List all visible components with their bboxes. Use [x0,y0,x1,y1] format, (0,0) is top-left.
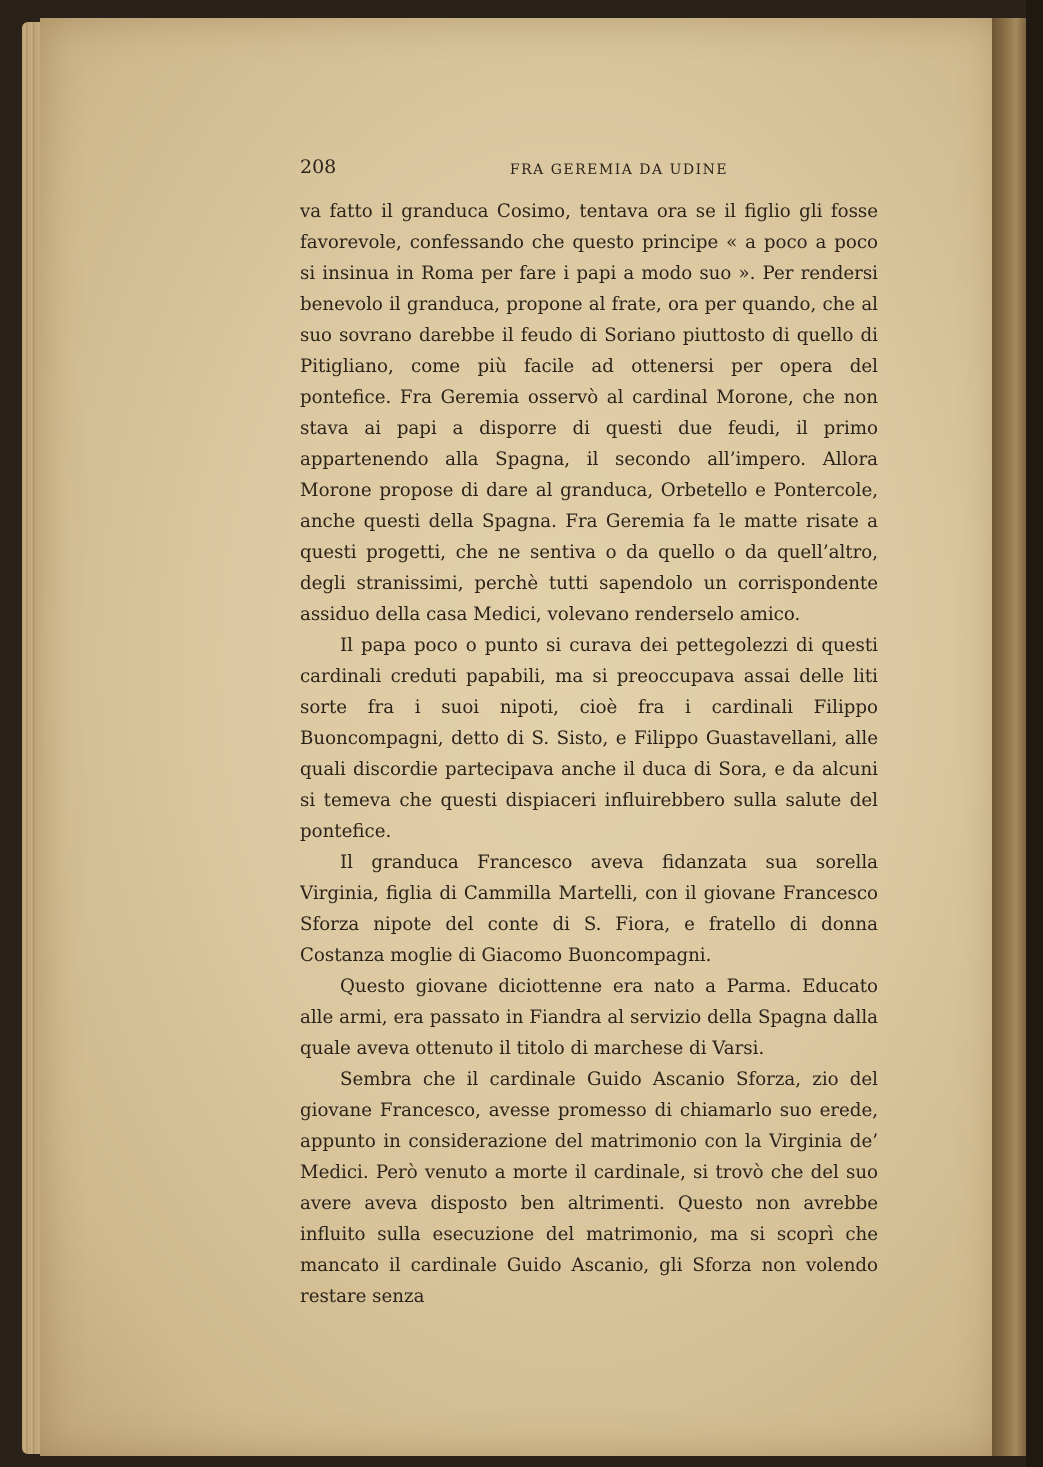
scan-border [1026,0,1043,1467]
running-title: FRA GEREMIA DA UDINE [509,162,729,178]
paragraph: Il granduca Francesco aveva fidanzata sua sorella Virginia, figlia di Cammilla Martelli, con il giovane Francesco Sforza nipote del conte di S. Fiora, e fratello di donna Costanza moglie di Giacomo Buoncompagni. [300,852,878,966]
paragraph: va fatto il granduca Cosimo, tentava ora se il figlio gli fosse favorevole, confessando che questo principe « a poco a poco si insinua in Roma per fare i papi a modo suo ». Per rendersi benevolo il granduca, propone al frate, ora per quando, che al suo sovrano darebbe il feudo di Soriano piuttosto di quello di Pitigliano, come più facile ad ottenersi per opera del pontefice. Fra Geremia osservò al cardinal Morone, che non stava ai papi a disporre di questi due feudi, il primo appartenendo alla Spagna, il secondo all’impero. Allora Morone propose di dare al granduca, Orbetello e Pontercole, anche questi della Spagna. Fra Geremia fa le matte risate a questi progetti, che ne sentiva o da quello o da quell’altro, degli stranissimi, perchè tutti sapendolo un corrispondente assiduo della casa Medici, volevano renderselo amico. [300,201,878,625]
page-header [300,156,878,186]
page-number: 208 [300,156,337,178]
paragraph: Il papa poco o punto si curava dei pettegolezzi di questi cardinali creduti papabili, ma si preoccupava assai delle liti sorte fra i suoi nipoti, cioè fra i cardinali Filippo Buoncompagni, detto di S. Sisto, e Filippo Guastavellani, alle quali discordie partecipava anche il duca di Sora, e da alcuni si temeva che questi dispiaceri influirebbero sulla salute del pontefice. [300,635,878,842]
paragraph: Questo giovane diciottenne era nato a Parma. Educato alle armi, era passato in Fiandra al servizio della Spagna dalla quale aveva ottenuto il titolo di marchese di Varsi. [300,976,878,1059]
facing-page-edge [992,18,1026,1456]
body-text [300,196,878,1312]
paragraph: Sembra che il cardinale Guido Ascanio Sforza, zio del giovane Francesco, avesse promesso di chiamarlo suo erede, appunto in considerazione del matrimonio con la Virginia de’ Medici. Però venuto a morte il cardinale, si trovò che del suo avere aveva disposto ben altrimenti. Questo non avrebbe influito sulla esecuzione del matrimonio, ma si scoprì che mancato il cardinale Guido Ascanio, gli Sforza non volendo restare senza [300,1069,878,1307]
